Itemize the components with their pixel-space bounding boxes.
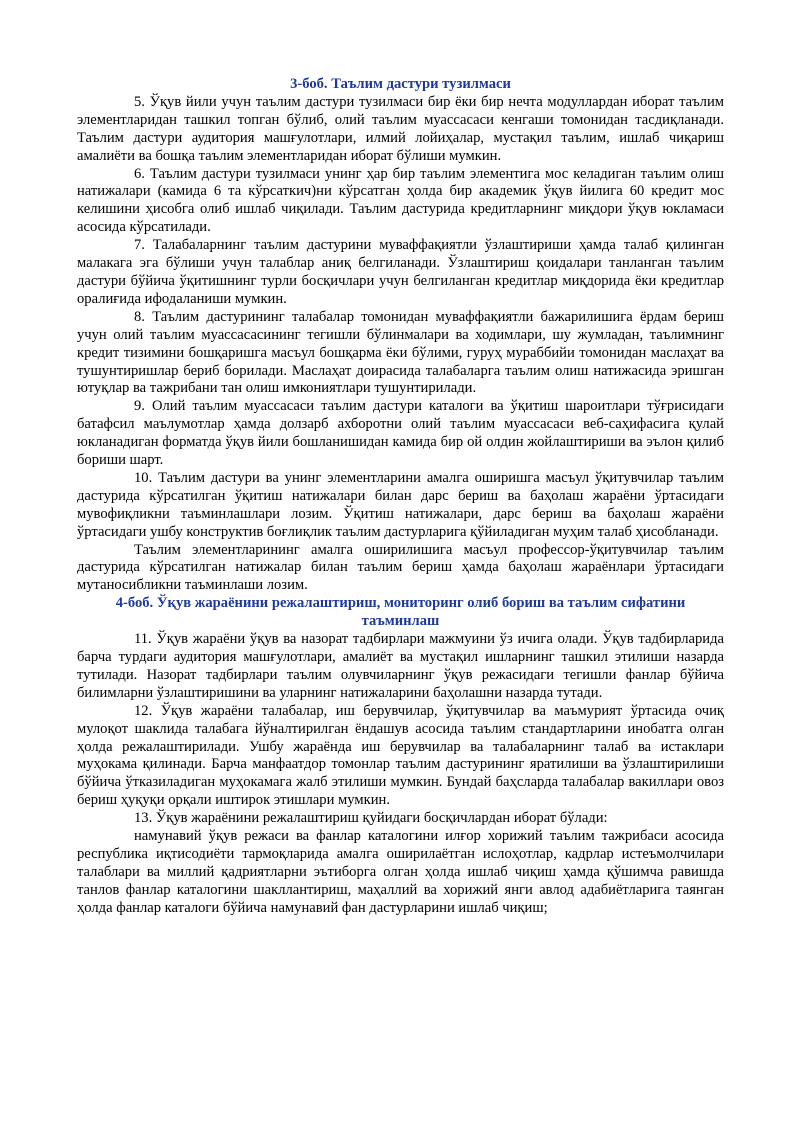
paragraph-13-item-1: намунавий ўқув режаси ва фанлар каталогини илғор хорижий таълим тажрибаси асосида республика иқтисодиёти тармоқларида амалга оширилаётган ислоҳотлар, кадрлар истеъмолчилари талаблари ва миллий қадриятларни эътиборга олган ҳолда ишлаб чиқиш ҳамда қўшимча равишда танлов фанлар каталогини шакллантириш, маҳаллий ва хорижий янги авлод адабиётларига таянган ҳолда фанлар каталоги бўйича намунавий фан дастурларини ишлаб чиқиш; — [77, 828, 724, 916]
paragraph-6: 6. Таълим дастури тузилмаси унинг ҳар бир таълим элементига мос келадиган таълим олиш натижалари (камида 6 та кўрсаткич)ни кўрсатган ҳолда бир академик ўқув йилига 60 кредит мос келишини ҳисобга олиб ишлаб чиқилади. Таълим дастурида кредитларнинг миқдори ўқув юкламаси асосида кўрсатилади. — [77, 165, 724, 236]
paragraph-9: 9. Олий таълим муассасаси таълим дастури каталоги ва ўқитиш шароитлари тўғрисидаги батафсил маълумотлар ҳамда долзарб ахборотни олий таълим муассасаси веб-саҳифасига қулай юкланадиган форматда ўқув йили бошланишидан камида бир ой олдин жойлаштириши ва эълон қилиб бориши шарт. — [77, 398, 724, 469]
paragraph-10-continuation: Таълим элементларининг амалга оширилишига масъул профессор-ўқитувчилар таълим дастурида кўрсатилган натижалар билан таълим бериш ҳамда баҳолаш жараёнлари ўртасидаги мутаносибликни таъминлаши лозим. — [77, 541, 724, 594]
paragraph-12: 12. Ўқув жараёни талабалар, иш берувчилар, ўқитувчилар ва маъмурият ўртасида очиқ мулоқот шаклида талабага йўналтирилган ёндашув асосида таълим стандартларини инобатга олган ҳолда режалаштирилади. Ушбу жараёнда иш берувчилар ва талабаларнинг талаб ва истаклари муҳокама қилинади. Барча манфаатдор томонлар таълим дастурининг яратилиши ва ўзлаштирилиши бўйича ўтказиладиган муҳокамага жалб этилиши мумкин. Бундай баҳсларда талабалар вакиллари овоз бериш ҳуқуқи орқали иштирок этишлари мумкин. — [77, 702, 724, 809]
paragraph-5: 5. Ўқув йили учун таълим дастури тузилмаси бир ёки бир нечта модуллардан иборат таълим элементларидан ташкил топган бўлиб, олий таълим муассасаси кенгаши томонидан тасдиқланади. Таълим дастури аудитория машғулотлари, илмий лойиҳалар, мустақил таълим, ишлаб чиқариш амалиёти ва бошқа таълим элементларидан иборат бўлиши мумкин. — [77, 93, 724, 164]
chapter-3-heading: 3-боб. Таълим дастури тузилмаси — [290, 76, 511, 92]
document-page — [77, 76, 724, 918]
paragraph-11: 11. Ўқув жараёни ўқув ва назорат тадбирлари мажмуини ўз ичига олади. Ўқув тадбирларида барча турдаги аудитория машғулотлари, амалиёт ва мустақил ишларнинг ташкил этилиши назарда тутилади. Назорат тадбирлари таълим олувчиларнинг ўқув режасидаги тегишли фанлар бўйича билимларни ўзлаштиришини ва уларнинг натижаларини баҳолашни назарда тутади. — [77, 631, 724, 701]
paragraph-8: 8. Таълим дастурининг талабалар томонидан муваффақиятли бажарилишига ёрдам бериш учун олий таълим муассасасининг тегишли бўлинмалари ва ходимлари, шу жумладан, таълимнинг кредит тизимини бошқаришга масъул бошқарма ёки бўлими, гуруҳ мураббийи томонидан маслаҳат ва тушунтиришлар бериб борилади. Маслаҳат доирасида талабаларга таълим олиш натижасида эришган ютуқлар ва тажрибани тан олиш имкониятлари тушунтирилади. — [77, 308, 724, 397]
paragraph-10: 10. Таълим дастури ва унинг элементларини амалга оширишга масъул ўқитувчилар таълим дастурида кўрсатилган ўқитиш натижалари билан дарс бериш ва баҳолаш жараёни ўртасидаги мувофиқликни таъминлашлари лозим. Ўқитиш натижалари, дарс бериш ва баҳолаш жараёни ўртасидаги ушбу конструктив боғлиқлик таълим дастурларига қўйиладиган муҳим талаб ҳисобланади. — [77, 469, 724, 540]
paragraph-13: 13. Ўқув жараёнини режалаштириш қуйидаги босқичлардан иборат бўлади: — [134, 810, 608, 827]
chapter-4-heading: 4-боб. Ўқув жараёнини режалаштириш, мониторинг олиб бориш ва таълим сифатини таъминлаш — [115, 595, 686, 630]
paragraph-7: 7. Талабаларнинг таълим дастурини муваффақиятли ўзлаштириши ҳамда талаб қилинган малакага эга бўлиши учун талаблар аниқ белгиланади. Ўзлаштириш қоидалари танланган таълим дастури бўйича ўқитишнинг турли босқичлари учун белгиланган кредитлар миқдорида ёки кредитлар оралиғида ифодаланиши мумкин. — [77, 237, 724, 307]
